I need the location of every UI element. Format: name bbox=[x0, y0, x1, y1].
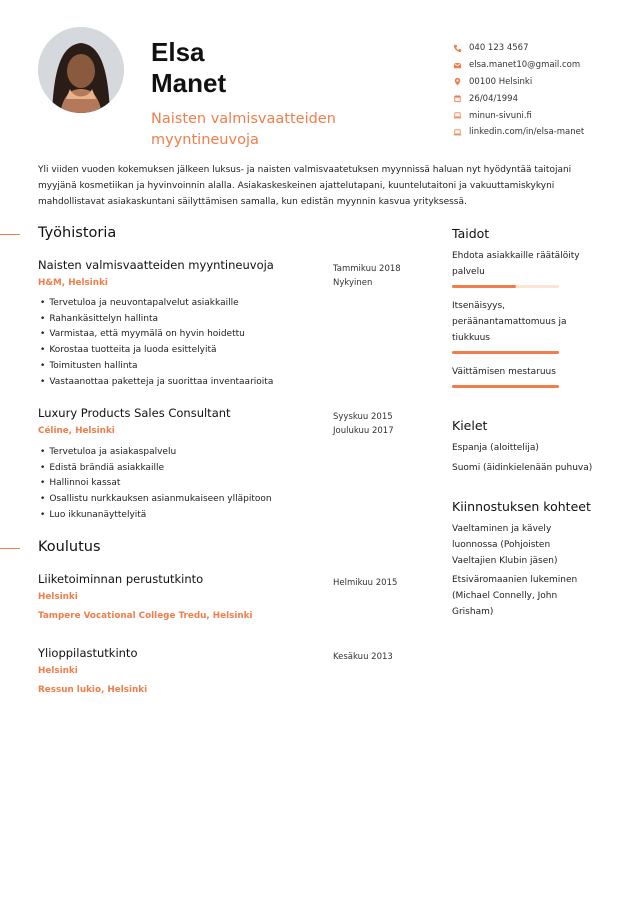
birthdate-text: 26/04/1994 bbox=[469, 93, 518, 104]
skills-heading: Taidot bbox=[452, 226, 490, 241]
contact-linkedin[interactable] bbox=[452, 124, 584, 141]
address-text: 00100 Helsinki bbox=[469, 76, 533, 87]
linkedin-link[interactable]: linkedin.com/in/elsa-manet bbox=[469, 127, 585, 138]
contact-email bbox=[452, 57, 584, 74]
job-title: Luxury Products Sales Consultant bbox=[38, 406, 231, 420]
phone-icon bbox=[452, 43, 462, 53]
location-icon bbox=[452, 77, 462, 87]
list-item: • Toimitusten hallinta bbox=[38, 359, 273, 375]
job-headline: Naisten valmisvaatteiden myyntineuvoja bbox=[151, 111, 336, 148]
section-marker bbox=[0, 548, 20, 549]
skill-level-bar bbox=[452, 285, 559, 288]
list-item: • Rahankäsittelyn hallinta bbox=[38, 312, 273, 328]
list-item: • Varmistaa, että myymälä on hyvin hoidettu bbox=[38, 327, 273, 343]
job-company: H&M, Helsinki bbox=[38, 278, 108, 288]
language-item: Espanja (aloittelija) bbox=[452, 443, 539, 453]
job-dates bbox=[333, 262, 401, 290]
email-text: elsa.manet10@gmail.com bbox=[469, 60, 581, 71]
contact-list bbox=[452, 40, 584, 141]
list-item: • Hallinnoi kassat bbox=[38, 476, 272, 492]
job-task-list bbox=[38, 296, 273, 390]
profile-photo bbox=[38, 27, 124, 113]
language-item: Suomi (äidinkielenään puhuva) bbox=[452, 463, 593, 473]
first-name: Elsa bbox=[151, 37, 205, 67]
education-city: Helsinki bbox=[38, 666, 78, 676]
full-name bbox=[151, 37, 226, 99]
contact-birthdate bbox=[452, 90, 584, 107]
list-item: • Korostaa tuotteita ja luoda esittelyitä bbox=[38, 343, 273, 359]
section-marker bbox=[0, 234, 20, 235]
interest-item: Vaeltaminen ja kävely luonnossa (Pohjoisten Vaeltajien Klubin jäsen) bbox=[452, 524, 558, 566]
education-city: Helsinki bbox=[38, 592, 78, 602]
laptop-icon bbox=[452, 111, 462, 121]
list-item: • Vastaanottaa paketteja ja suorittaa inventaarioita bbox=[38, 375, 273, 391]
website-link[interactable]: minun-sivuni.fi bbox=[469, 110, 532, 121]
work-history-heading: Työhistoria bbox=[38, 225, 117, 241]
education-school: Ressun lukio, Helsinki bbox=[38, 685, 148, 695]
portrait-image bbox=[38, 27, 124, 113]
job-title: Naisten valmisvaatteiden myyntineuvoja bbox=[38, 258, 274, 272]
interest-item: Etsiväromaanien lukeminen (Michael Connelly, John Grisham) bbox=[452, 575, 578, 617]
education-school: Tampere Vocational College Tredu, Helsinki bbox=[38, 611, 253, 621]
laptop-icon bbox=[452, 127, 462, 137]
skill-name: Itsenäisyys, peräänantamattomuus ja tiukkuus bbox=[452, 301, 567, 343]
job-start-date: Syyskuu 2015 bbox=[333, 412, 393, 422]
job-start-date: Tammikuu 2018 bbox=[333, 264, 401, 274]
skill-name: Ehdota asiakkaille räätälöity palvelu bbox=[452, 251, 580, 277]
education-date: Kesäkuu 2013 bbox=[333, 652, 393, 662]
job-end-date: Nykyinen bbox=[333, 278, 373, 288]
degree-title: Ylioppilastutkinto bbox=[38, 646, 138, 660]
skill-level-bar bbox=[452, 351, 559, 354]
languages-heading: Kielet bbox=[452, 418, 488, 433]
contact-phone bbox=[452, 40, 584, 57]
contact-address bbox=[452, 74, 584, 91]
job-company: Céline, Helsinki bbox=[38, 426, 115, 436]
skill-level-fill bbox=[452, 285, 516, 288]
profile-summary: Yli viiden vuoden kokemuksen jälkeen luksus- ja naisten valmisvaatetuksen myynnissä haluan nyt hyödyntää taitojani myyjänä kosmetiikan ja hyvinvoinnin alalla. Asiakaskeskeinen ajattelutapani, kuuntelutaitoni ja vakuuttamiskykyni mahdollistavat asiakaskuntani säilyttämisen samalla, kun edistän myynnin kasvua yrityksessä. bbox=[38, 165, 572, 207]
list-item: • Osallistu nurkkauksen asianmukaiseen ylläpitoon bbox=[38, 492, 272, 508]
list-item: • Tervetuloa ja asiakaspalvelu bbox=[38, 445, 272, 461]
last-name: Manet bbox=[151, 68, 227, 98]
calendar-icon bbox=[452, 94, 462, 104]
skill-name: Väittämisen mestaruus bbox=[452, 367, 556, 377]
education-date: Helmikuu 2015 bbox=[333, 578, 398, 588]
interests-heading: Kiinnostuksen kohteet bbox=[452, 499, 591, 514]
job-task-list bbox=[38, 445, 272, 524]
skill-level-fill bbox=[452, 385, 559, 388]
education-heading: Koulutus bbox=[38, 539, 101, 555]
degree-title: Liiketoiminnan perustutkinto bbox=[38, 572, 204, 586]
job-dates bbox=[333, 410, 394, 438]
email-icon bbox=[452, 60, 462, 70]
phone-text: 040 123 4567 bbox=[469, 43, 529, 54]
list-item: • Tervetuloa ja neuvontapalvelut asiakkaille bbox=[38, 296, 273, 312]
job-end-date: Joulukuu 2017 bbox=[333, 426, 394, 436]
list-item: • Edistä brändiä asiakkaille bbox=[38, 461, 272, 477]
skill-level-fill bbox=[452, 351, 559, 354]
list-item: • Luo ikkunanäyttelyitä bbox=[38, 508, 272, 524]
contact-website[interactable] bbox=[452, 107, 584, 124]
skill-level-bar bbox=[452, 385, 559, 388]
